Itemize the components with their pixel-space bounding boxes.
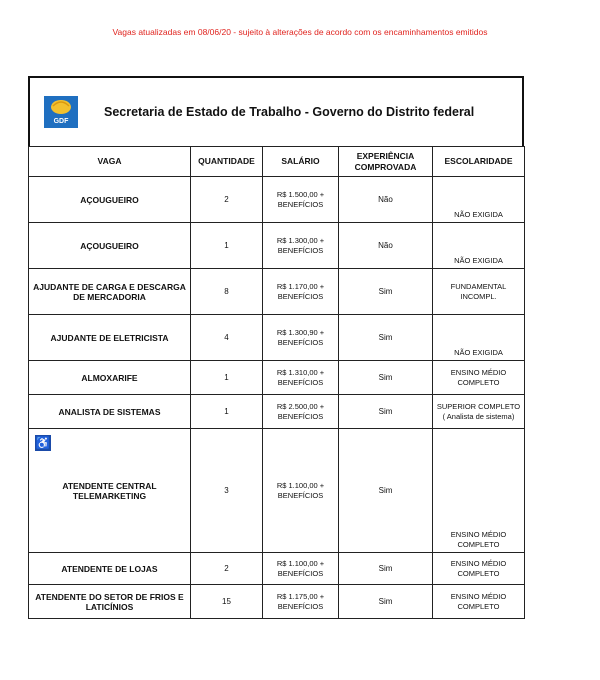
cell-vaga: ATENDENTE DO SETOR DE FRIOS E LATICÍNIOS (29, 585, 191, 619)
cell-escolaridade: ENSINO MÉDIO COMPLETO (433, 361, 525, 395)
cell-vaga-pcd (29, 429, 191, 553)
col-header-vaga: VAGA (29, 147, 191, 177)
cell-vaga: ATENDENTE DE LOJAS (29, 553, 191, 585)
cell-quantidade: 8 (191, 269, 263, 315)
logo-text: GDF (53, 118, 69, 125)
cell-experiencia: Sim (339, 315, 433, 361)
cell-escolaridade: ENSINO MÉDIO COMPLETO (433, 429, 525, 553)
gdf-logo (44, 96, 78, 128)
cell-escolaridade: NÃO EXIGIDA (433, 315, 525, 361)
cell-escolaridade: ENSINO MÉDIO COMPLETO (433, 585, 525, 619)
table-row (29, 553, 525, 585)
sheet-header (28, 76, 524, 146)
update-notice: Vagas atualizadas em 08/06/20 - sujeito à alterações de acordo com os encaminhamentos emitidos (112, 27, 488, 37)
cell-experiencia: Sim (339, 269, 433, 315)
jobs-table (28, 146, 525, 619)
cell-escolaridade: SUPERIOR COMPLETO ( Analista de sistema) (433, 395, 525, 429)
table-header-row (29, 147, 525, 177)
cell-salario: R$ 1.100,00 + BENEFÍCIOS (263, 429, 339, 553)
cell-salario: R$ 1.500,00 + BENEFÍCIOS (263, 177, 339, 223)
cell-vaga: AJUDANTE DE CARGA E DESCARGA DE MERCADORIA (29, 269, 191, 315)
cell-experiencia: Sim (339, 553, 433, 585)
cell-vaga: ANALISTA DE SISTEMAS (29, 395, 191, 429)
cell-vaga: AJUDANTE DE ELETRICISTA (29, 315, 191, 361)
cell-quantidade: 2 (191, 553, 263, 585)
cell-salario: R$ 1.170,00 + BENEFÍCIOS (263, 269, 339, 315)
cell-escolaridade: ENSINO MÉDIO COMPLETO (433, 553, 525, 585)
cell-vaga: ALMOXARIFE (29, 361, 191, 395)
table-row (29, 315, 525, 361)
cell-salario: R$ 1.175,00 + BENEFÍCIOS (263, 585, 339, 619)
cell-quantidade: 1 (191, 395, 263, 429)
table-row (29, 429, 525, 553)
cell-experiencia: Não (339, 177, 433, 223)
cell-vaga: ATENDENTE CENTRAL TELEMARKETING (62, 480, 157, 501)
job-listing-sheet (28, 76, 524, 619)
col-header-salario: SALÁRIO (263, 147, 339, 177)
cell-escolaridade: NÃO EXIGIDA (433, 223, 525, 269)
bird-icon (49, 98, 73, 116)
cell-salario: R$ 1.310,00 + BENEFÍCIOS (263, 361, 339, 395)
cell-experiencia: Sim (339, 585, 433, 619)
cell-experiencia: Sim (339, 395, 433, 429)
table-row (29, 395, 525, 429)
cell-quantidade: 2 (191, 177, 263, 223)
cell-salario: R$ 1.300,90 + BENEFÍCIOS (263, 315, 339, 361)
cell-salario: R$ 1.300,00 + BENEFÍCIOS (263, 223, 339, 269)
cell-salario: R$ 1.100,00 + BENEFÍCIOS (263, 553, 339, 585)
cell-salario: R$ 2.500,00 + BENEFÍCIOS (263, 395, 339, 429)
col-header-escolaridade: ESCOLARIDADE (433, 147, 525, 177)
cell-quantidade: 1 (191, 223, 263, 269)
table-row (29, 269, 525, 315)
cell-escolaridade: NÃO EXIGIDA (433, 177, 525, 223)
sheet-title: Secretaria de Estado de Trabalho - Governo do Distrito federal (104, 105, 475, 119)
cell-vaga: AÇOUGUEIRO (29, 223, 191, 269)
cell-escolaridade: FUNDAMENTAL INCOMPL. (433, 269, 525, 315)
table-row (29, 177, 525, 223)
table-row (29, 223, 525, 269)
cell-experiencia: Sim (339, 429, 433, 553)
col-header-experiencia: EXPERIÊNCIA COMPROVADA (339, 147, 433, 177)
cell-quantidade: 4 (191, 315, 263, 361)
table-row (29, 361, 525, 395)
table-row (29, 585, 525, 619)
cell-experiencia: Não (339, 223, 433, 269)
cell-experiencia: Sim (339, 361, 433, 395)
col-header-quantidade: QUANTIDADE (191, 147, 263, 177)
wheelchair-icon: ♿ (35, 436, 51, 450)
cell-quantidade: 1 (191, 361, 263, 395)
cell-quantidade: 15 (191, 585, 263, 619)
cell-vaga: AÇOUGUEIRO (29, 177, 191, 223)
cell-quantidade: 3 (191, 429, 263, 553)
